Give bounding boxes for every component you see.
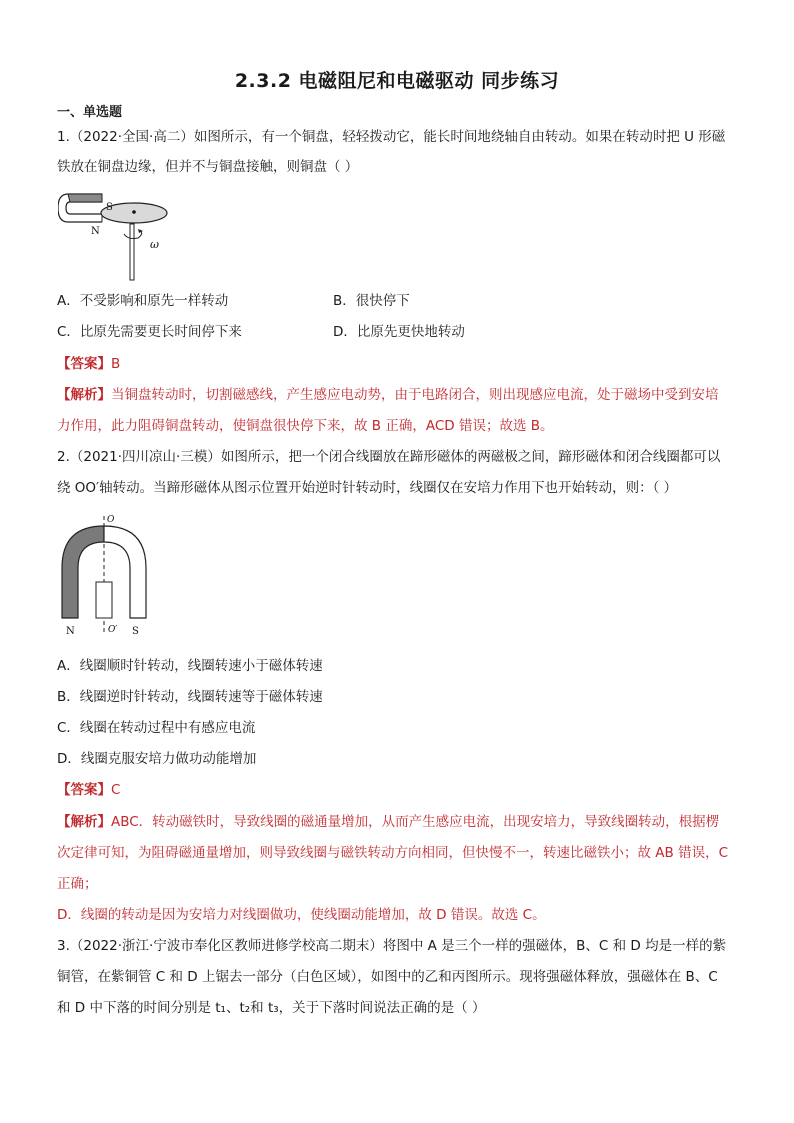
q2-fig-label-s: S — [132, 626, 139, 637]
q2-stem-line1: 2.（2021·四川凉山·三模）如图所示，把一个闭合线圈放在蹄形磁体的两磁极之间，蹄形磁体和闭合线圈都可以 — [57, 449, 721, 465]
q2-analysis-line2: 次定律可知，为阻碍磁通量增加，则导致线圈与磁铁转动方向相同，但快慢不一，转速比磁铁小；故 AB 错误，C — [57, 845, 729, 861]
q3-stem-line1: 3.（2022·浙江·宁波市奉化区教师进修学校高二期末）将图中 A 是三个一样的强磁体，B、C 和 D 均是一样的紫 — [57, 938, 727, 954]
q3-stem-line2: 铜管，在紫铜管 C 和 D 上锯去一部分（白色区域），如图中的乙和丙图所示。现将强磁体释放，强磁体在 B、C — [57, 969, 718, 985]
q1-option-a: A．不受影响和原先一样转动 — [57, 293, 229, 309]
q1-stem-line2: 铁放在铜盘边缘，但并不与铜盘接触，则铜盘（ ） — [57, 159, 359, 175]
q2-analysis-tag: 【解析】 — [57, 814, 111, 830]
q1-option-c: C．比原先需要更长时间停下来 — [57, 324, 242, 340]
q1-answer-tag: 【答案】 — [57, 356, 111, 372]
q2-option-d: D．线圈克服安培力做功动能增加 — [57, 751, 257, 767]
q1-fig-label-s: S — [106, 202, 113, 213]
q2-analysis-text1: ABC．转动磁铁时，导致线圈的磁通量增加，从而产生感应电流，出现安培力，导致线圈转动，根据楞 — [111, 814, 720, 830]
q3-stem-line3: 和 D 中下落的时间分别是 t₁、t₂和 t₃，关于下落时间说法正确的是（ ） — [57, 1000, 486, 1016]
q2-fig-label-o-prime: O′ — [108, 625, 118, 635]
q1-option-d: D．比原先更快地转动 — [333, 324, 465, 340]
q1-answer — [57, 354, 747, 374]
q1-analysis-text1: 当铜盘转动时，切割磁感线，产生感应电动势，由于电路闭合，则出现感应电流，处于磁场中受到安培 — [111, 387, 719, 403]
q1-analysis-line2: 力作用，此力阻碍铜盘转动，使铜盘很快停下来，故 B 正确，ACD 错误；故选 B。 — [57, 418, 554, 434]
q2-fig-label-n: N — [66, 626, 75, 637]
q2-analysis-line4: D．线圈的转动是因为安培力对线圈做功，使线圈动能增加，故 D 错误。故选 C。 — [57, 907, 546, 923]
q1-fig-label-n: N — [91, 226, 100, 237]
q2-analysis-line1 — [57, 812, 747, 832]
q2-analysis-line3: 正确； — [57, 876, 98, 892]
q1-option-b: B．很快停下 — [333, 293, 410, 309]
page-title: 2.3.2 电磁阻尼和电磁驱动 同步练习 — [234, 70, 560, 92]
q1-analysis-tag: 【解析】 — [57, 387, 111, 403]
q2-answer-value: C — [111, 782, 121, 798]
q2-option-c: C．线圈在转动过程中有感应电流 — [57, 720, 256, 736]
q1-copper-disc-figure — [58, 188, 170, 284]
q2-option-a: A．线圈顺时针转动，线圈转速小于磁体转速 — [57, 658, 323, 674]
section-heading: 一、单选题 — [57, 105, 123, 120]
q2-answer-tag: 【答案】 — [57, 782, 111, 798]
q1-answer-value: B — [111, 356, 121, 372]
q1-fig-label-omega: ω — [150, 238, 159, 251]
q1-stem-line1: 1.（2022·全国·高二）如图所示，有一个铜盘，轻轻拨动它，能长时间地绕轴自由转动。如果在转动时把 U 形磁 — [57, 129, 726, 145]
q2-stem-line2: 绕 OO′轴转动。当蹄形磁体从图示位置开始逆时针转动时，线圈仅在安培力作用下也开始转动，则：（ ） — [57, 480, 678, 496]
q2-fig-label-o: O — [107, 515, 115, 525]
q2-answer — [57, 780, 747, 800]
q2-option-b: B．线圈逆时针转动，线圈转速等于磁体转速 — [57, 689, 323, 705]
q1-analysis-line1 — [57, 385, 747, 405]
q2-horseshoe-magnet-figure — [56, 510, 166, 640]
